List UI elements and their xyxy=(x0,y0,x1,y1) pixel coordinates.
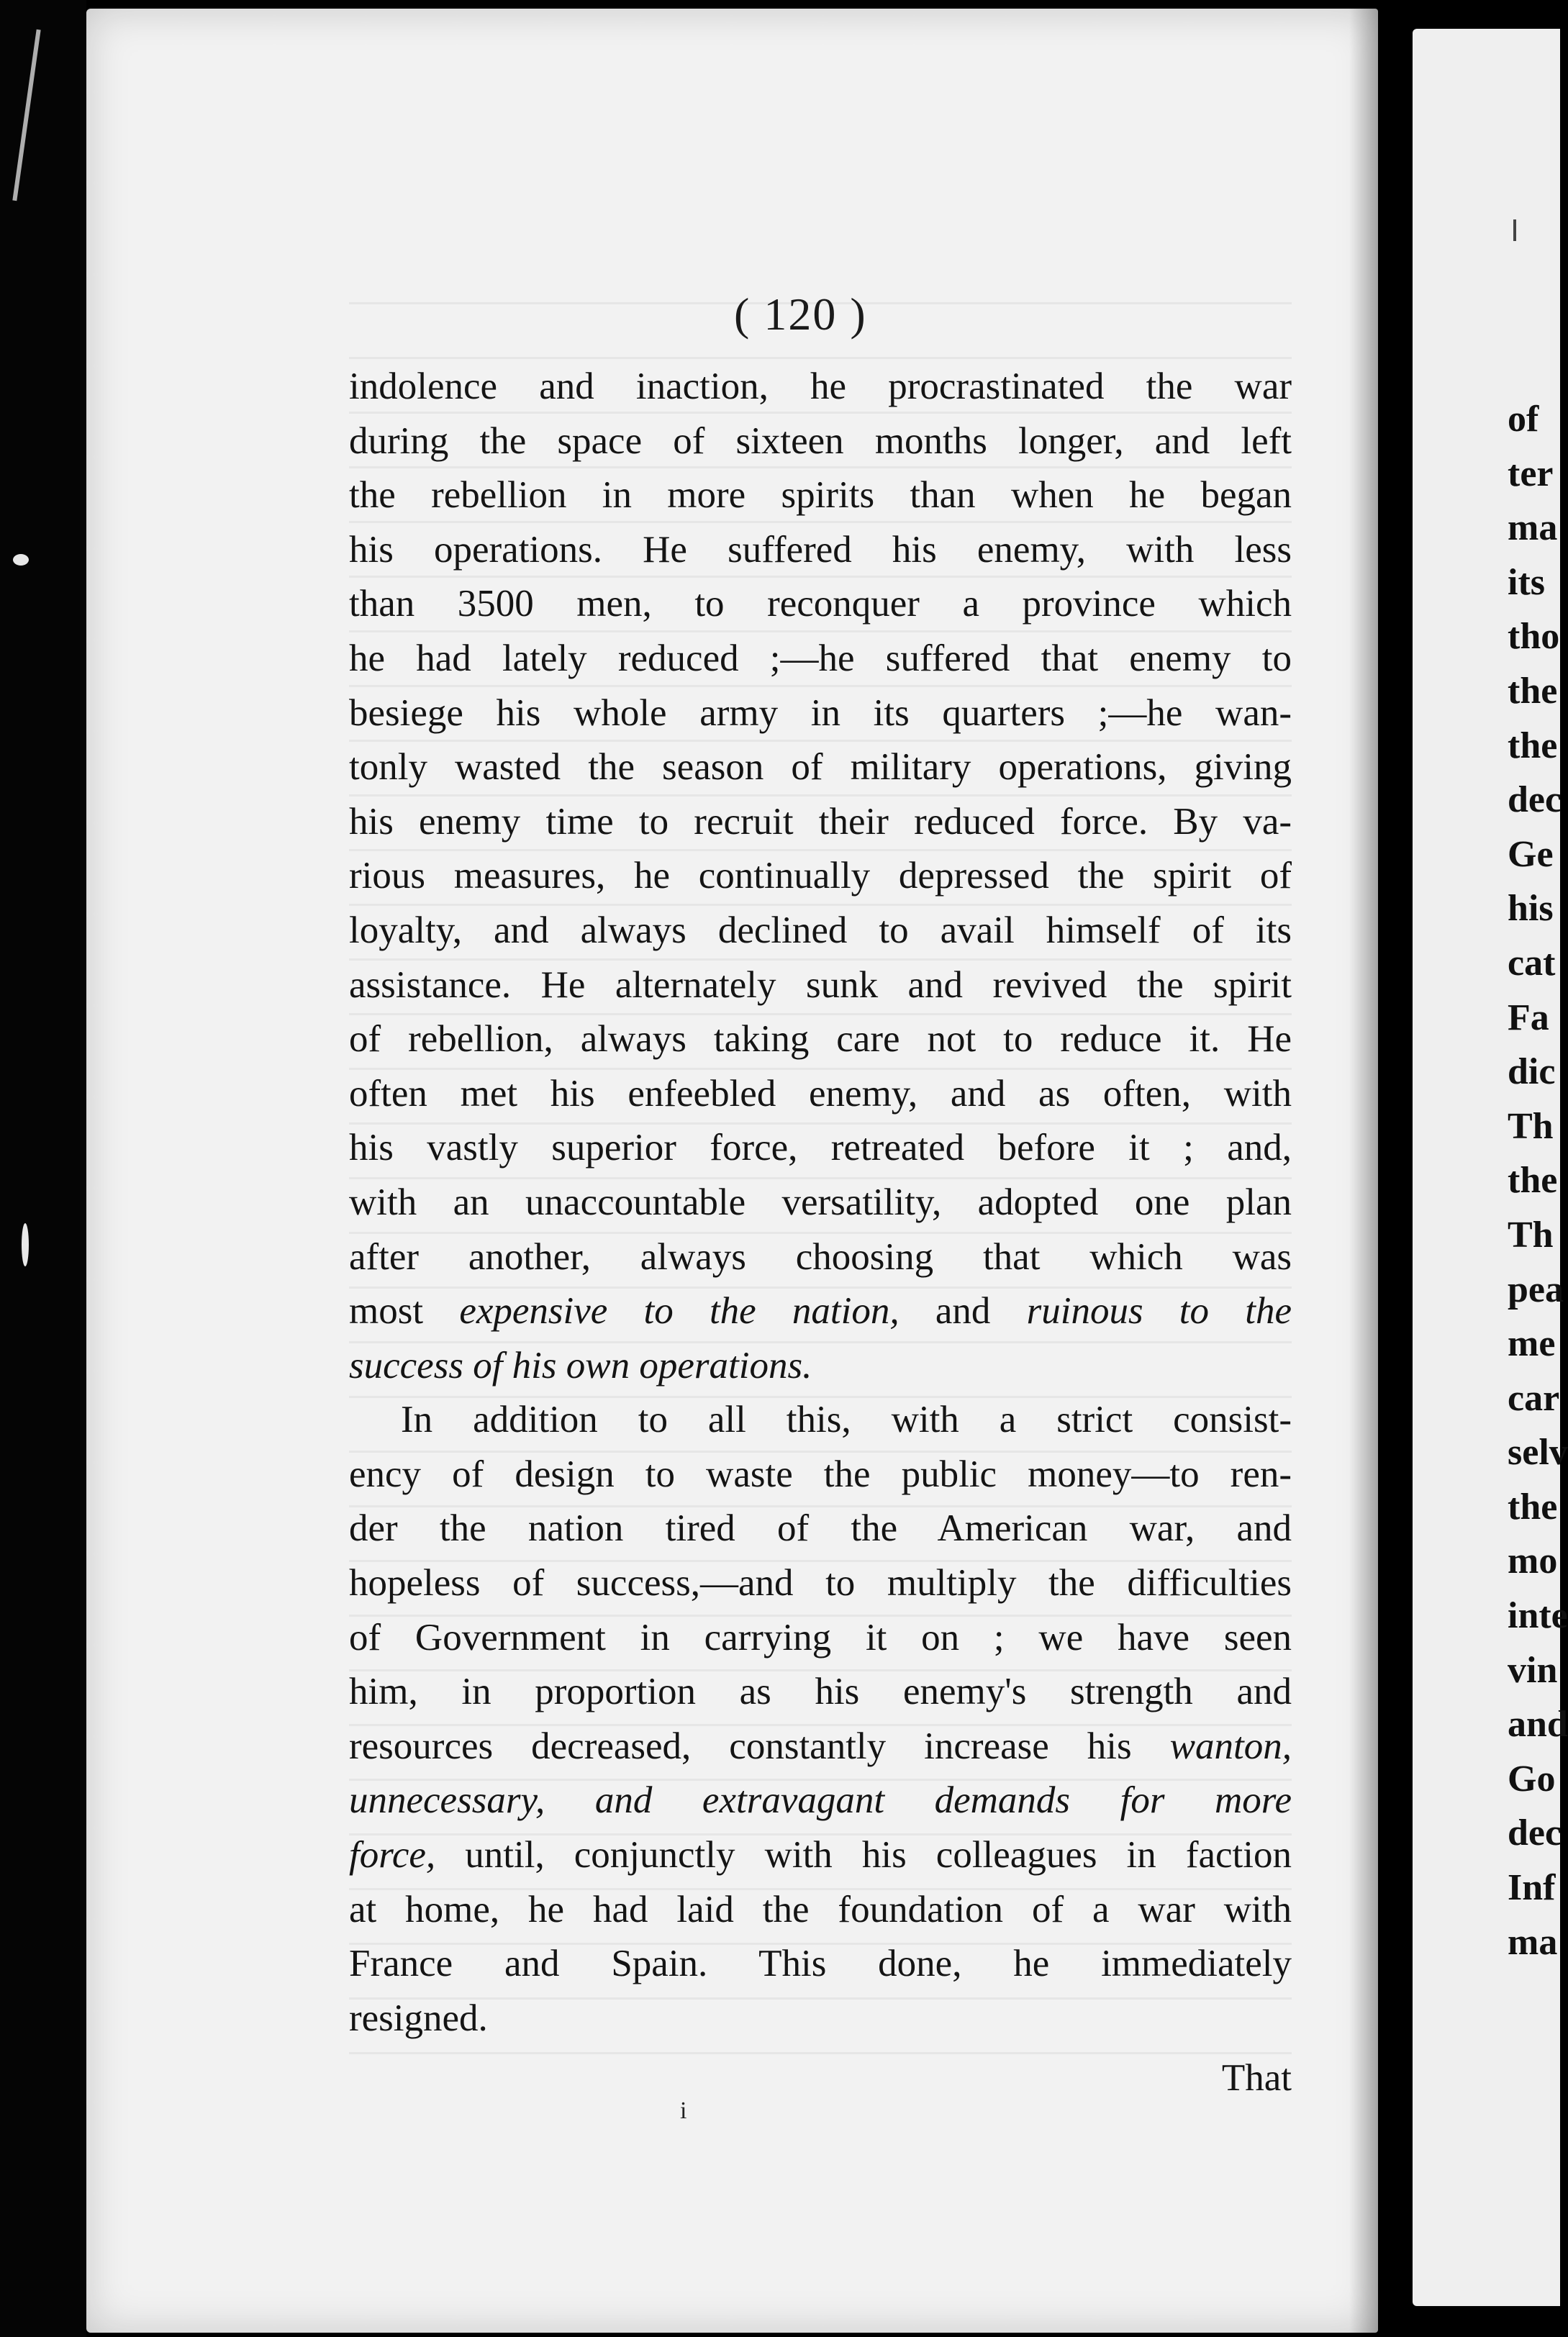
book-gutter xyxy=(1378,0,1413,2337)
line-text: ency of design to waste the public money—to ren- xyxy=(349,1453,1292,1495)
text-line xyxy=(349,740,1292,795)
facing-page-fragment: Fa xyxy=(1508,997,1549,1038)
line-text: indolence and inaction, he procrastinated the war xyxy=(349,366,1292,407)
italic-text: expensive to the nation, xyxy=(459,1290,899,1333)
facing-page-fragment: the xyxy=(1508,670,1558,712)
facing-page-fragment: ma xyxy=(1508,507,1558,549)
line-text: after another, always choosing that which was xyxy=(349,1235,1292,1278)
facing-page-fragment: me xyxy=(1508,1323,1556,1365)
line-text: In addition to all this, with a strict consist- xyxy=(401,1399,1292,1441)
facing-page-fragment: Inf xyxy=(1508,1867,1556,1909)
italic-text: unnecessary, and extravagant demands for more xyxy=(349,1779,1292,1822)
line-text: most xyxy=(349,1290,460,1333)
line-text: he had lately reduced ;—he suffered that enemy to xyxy=(349,637,1292,679)
facing-page-fragment: selv xyxy=(1508,1432,1568,1474)
signature-mark: i xyxy=(680,2097,687,2124)
text-line xyxy=(349,1556,1292,1611)
catchword: That xyxy=(1221,2057,1292,2099)
page-shadow xyxy=(1349,9,1378,2333)
line-text: resigned. xyxy=(349,1997,488,2039)
line-text: rious measures, he continually depressed the spirit of xyxy=(349,855,1292,897)
italic-text: success of his own operations. xyxy=(349,1344,812,1387)
facing-page-fragment: Th xyxy=(1508,1214,1554,1256)
line-text: his enemy time to recruit their reduced force. By va- xyxy=(349,800,1292,843)
facing-page-fragment: Go xyxy=(1508,1758,1556,1800)
line-text: during the space of sixteen months longer, and left xyxy=(349,419,1292,462)
facing-page-fragment: pea xyxy=(1508,1269,1564,1310)
facing-page-fragment: the xyxy=(1508,1160,1558,1202)
text-line xyxy=(349,1176,1292,1230)
text-line xyxy=(349,1665,1292,1720)
italic-text: ruinous to the xyxy=(1026,1290,1292,1333)
facing-page-mark xyxy=(1513,219,1516,241)
line-text: than 3500 men, to reconquer a province which xyxy=(349,583,1292,625)
line-text: der the nation tired of the American war, and xyxy=(349,1507,1292,1550)
facing-page-fragment: ter xyxy=(1508,453,1554,494)
facing-page-fragment: dec xyxy=(1508,1812,1562,1854)
line-text: the rebellion in more spirits than when he began xyxy=(349,474,1292,517)
facing-page-fragment: inte xyxy=(1508,1595,1568,1637)
line-text: until, conjunctly with his colleagues in faction xyxy=(435,1834,1292,1877)
facing-page-fragment: and xyxy=(1508,1704,1568,1746)
text-line xyxy=(349,1393,1292,1448)
text-line xyxy=(349,1992,1292,2046)
text-line xyxy=(349,1828,1292,1883)
text-line xyxy=(349,1067,1292,1122)
text-line xyxy=(349,1121,1292,1176)
text-line xyxy=(349,577,1292,632)
facing-page-fragment: mo xyxy=(1508,1540,1558,1582)
line-text: his operations. He suffered his enemy, with less xyxy=(349,528,1292,571)
line-text: loyalty, and always declined to avail himself of its xyxy=(349,909,1292,951)
facing-page-fragment: tho xyxy=(1508,616,1560,658)
text-line xyxy=(349,849,1292,904)
line-text: resources decreased, constantly increase his xyxy=(349,1725,1170,1767)
facing-page-fragment: the xyxy=(1508,1486,1558,1528)
text-line xyxy=(349,795,1292,850)
text-line xyxy=(349,468,1292,523)
text-line xyxy=(349,1774,1292,1828)
line-text: often met his enfeebled enemy, and as often, with xyxy=(349,1072,1292,1115)
facing-page-fragment: his xyxy=(1508,888,1554,930)
text-line xyxy=(349,523,1292,578)
line-text: at home, he had laid the foundation of a war with xyxy=(349,1888,1292,1930)
text-line xyxy=(349,686,1292,741)
italic-text: force, xyxy=(349,1834,436,1877)
line-text: of rebellion, always taking care not to reduce it. He xyxy=(349,1018,1292,1061)
facing-page-fragment: car xyxy=(1508,1377,1560,1419)
facing-page-fragment: Th xyxy=(1508,1105,1554,1147)
line-text: him, in proportion as his enemy's strength and xyxy=(349,1671,1292,1713)
facing-page-fragment: cat xyxy=(1508,942,1556,984)
text-line xyxy=(349,632,1292,686)
facing-page-fragment: vin xyxy=(1508,1649,1558,1691)
text-line xyxy=(349,414,1292,469)
text-line xyxy=(349,1230,1292,1285)
text-line xyxy=(349,1448,1292,1502)
text-line xyxy=(349,1720,1292,1774)
line-text: besiege his whole army in its quarters ;—he wan- xyxy=(349,691,1292,734)
facing-page-fragment: the xyxy=(1508,725,1558,766)
facing-page-fragment: ma xyxy=(1508,1921,1558,1963)
page-number: ( 120 ) xyxy=(734,289,867,340)
line-text: with an unaccountable versatility, adopted one plan xyxy=(349,1181,1292,1223)
line-text: hopeless of success,—and to multiply the difficulties xyxy=(349,1562,1292,1605)
text-line xyxy=(349,1284,1292,1339)
line-text: France and Spain. This done, he immediately xyxy=(349,1943,1292,1985)
facing-page-text xyxy=(1508,392,1568,1969)
dust-speck xyxy=(22,1223,29,1266)
facing-page-fragment: its xyxy=(1508,561,1545,603)
text-line xyxy=(349,1502,1292,1556)
text-line xyxy=(349,1883,1292,1938)
text-line xyxy=(349,1937,1292,1992)
text-line xyxy=(349,904,1292,958)
line-text: assistance. He alternately sunk and revived the spirit xyxy=(349,963,1292,1006)
facing-page-fragment: of xyxy=(1508,399,1539,440)
text-line xyxy=(349,360,1292,414)
text-line xyxy=(349,958,1292,1013)
text-line xyxy=(349,1012,1292,1067)
italic-text: wanton, xyxy=(1169,1725,1292,1767)
text-line xyxy=(349,1339,1292,1394)
scan-left-margin xyxy=(0,0,86,2337)
line-text: of Government in carrying it on ; we have seen xyxy=(349,1616,1292,1658)
body-text xyxy=(349,360,1292,2046)
facing-page-fragment: dic xyxy=(1508,1051,1556,1093)
line-text: his vastly superior force, retreated before it ; and, xyxy=(349,1127,1292,1169)
line-text: and xyxy=(899,1290,1027,1333)
facing-page-fragment: Ge xyxy=(1508,833,1554,875)
dust-speck xyxy=(13,554,29,566)
text-line xyxy=(349,1611,1292,1666)
facing-page-fragment: dec xyxy=(1508,779,1562,821)
line-text: tonly wasted the season of military operations, giving xyxy=(349,746,1292,789)
